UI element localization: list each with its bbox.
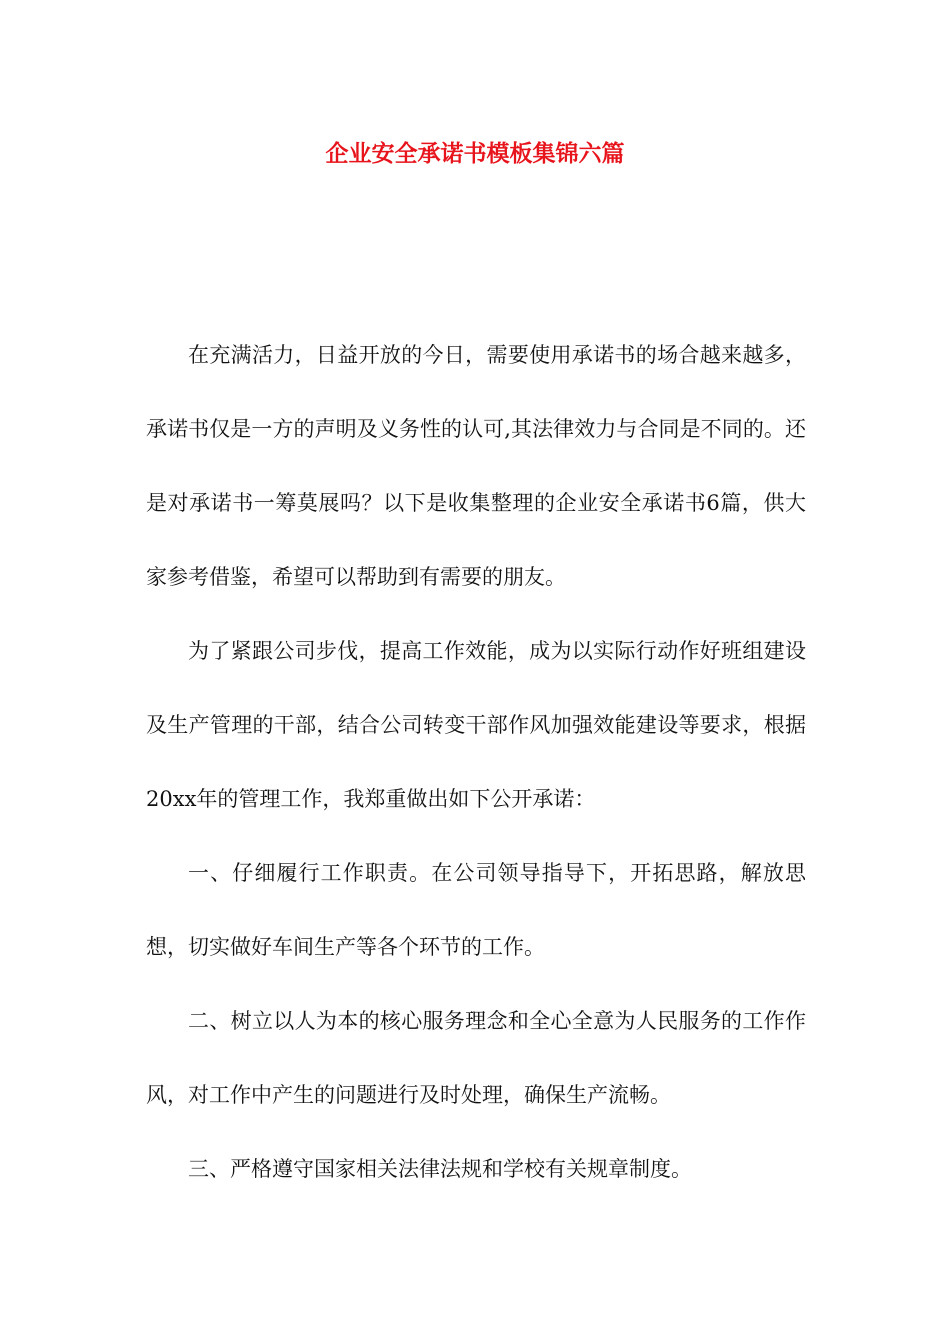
- paragraph-intro: 在充满活力，日益开放的今日，需要使用承诺书的场合越来越多，承诺书仅是一方的声明及义务性的认可,其法律效力与合同是不同的。还是对承诺书一筹莫展吗？以下是收集整理的企业安全承诺书6篇，供大家参考借鉴，希望可以帮助到有需要的朋友。: [146, 343, 806, 589]
- paragraph-item-3: 三、严格遵守国家相关法律法规和学校有关规章制度。: [188, 1157, 692, 1181]
- paragraph-commitment: 为了紧跟公司步伐，提高工作效能，成为以实际行动作好班组建设及生产管理的干部，结合公司转变干部作风加强效能建设等要求，根据20xx年的管理工作，我郑重做出如下公开承诺：: [146, 639, 806, 811]
- document-body: [146, 318, 806, 1206]
- paragraph-item-1: 一、仔细履行工作职责。在公司领导指导下，开拓思路，解放思想，切实做好车间生产等各个环节的工作。: [146, 861, 806, 959]
- paragraph-item-2: 二、树立以人为本的核心服务理念和全心全意为人民服务的工作作风，对工作中产生的问题进行及时处理，确保生产流畅。: [146, 1009, 806, 1107]
- document-title: 企业安全承诺书模板集锦六篇: [325, 140, 625, 167]
